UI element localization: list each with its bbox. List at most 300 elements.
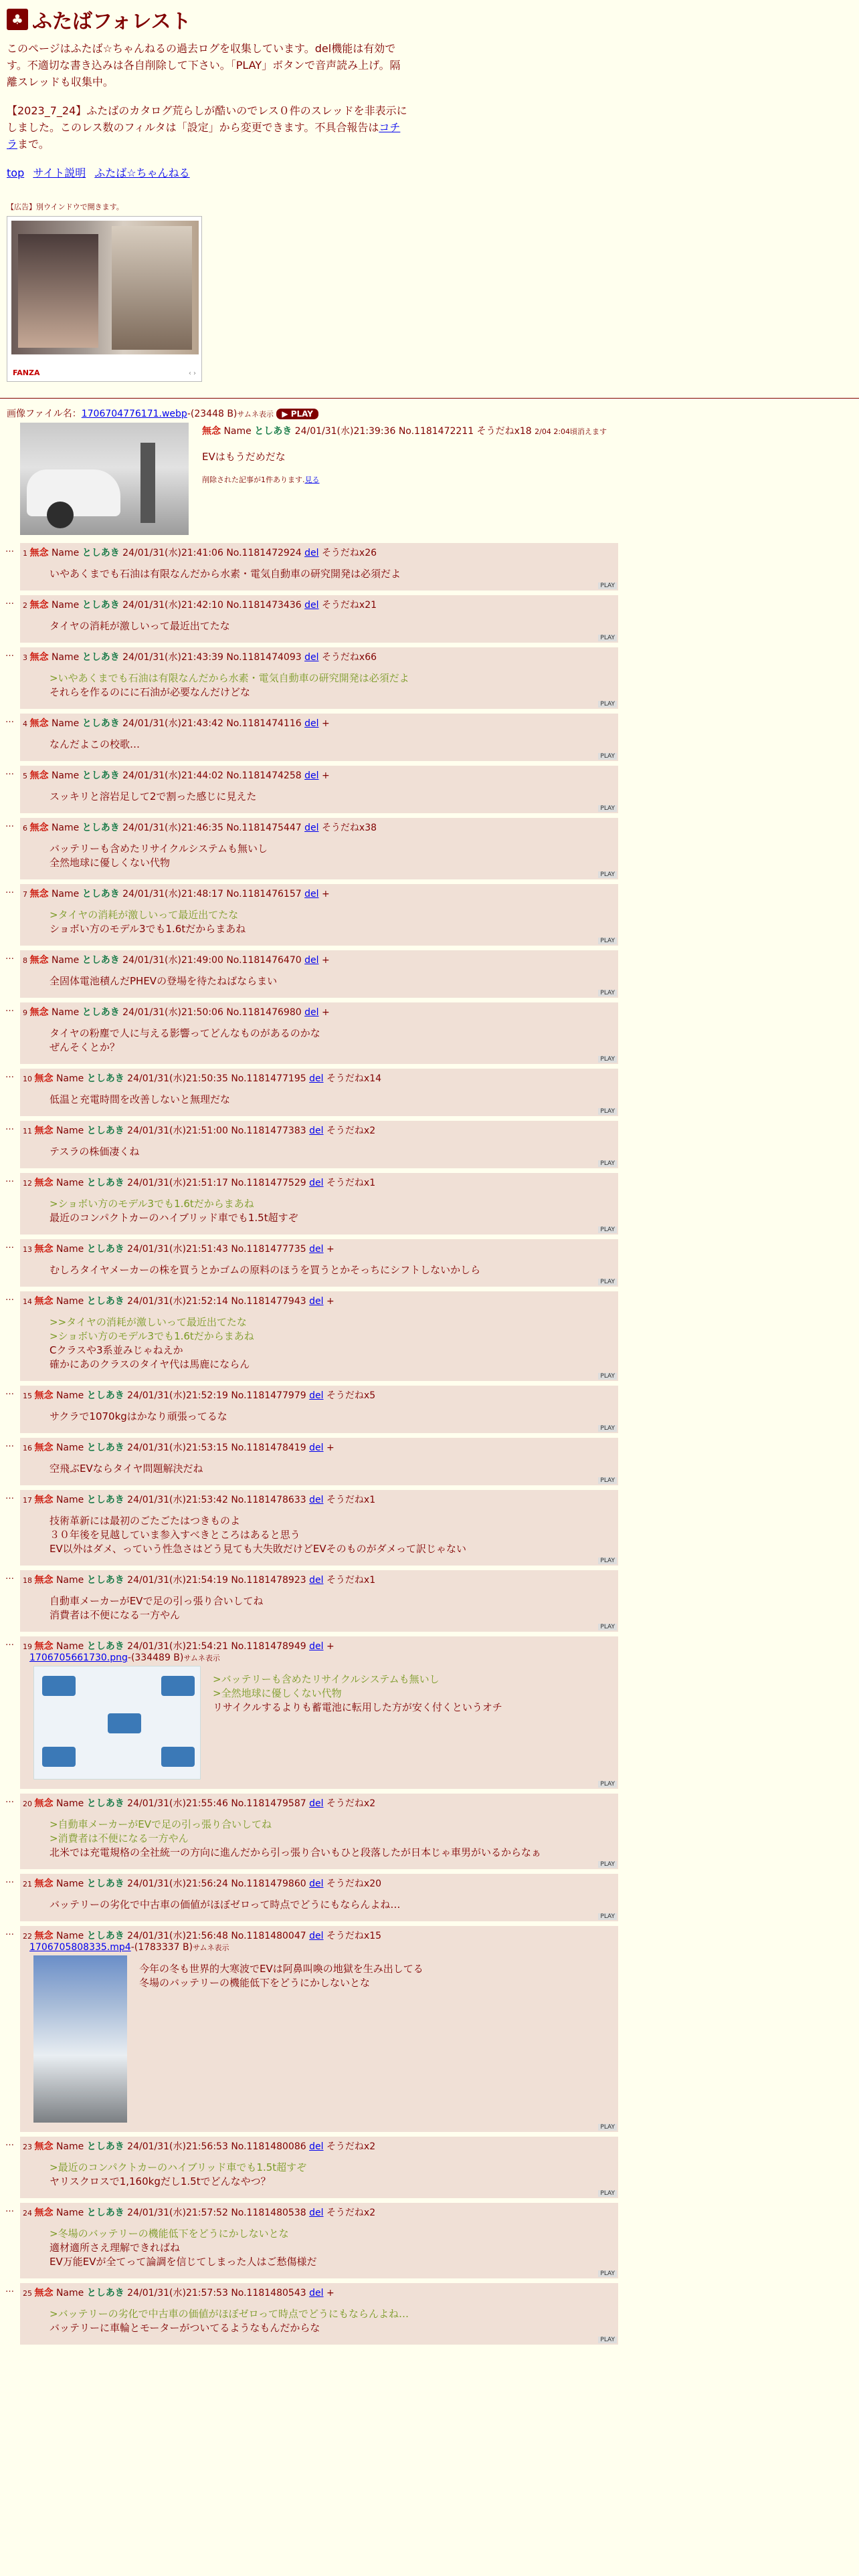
reply-subject: 無念 xyxy=(34,2141,54,2152)
reply-thumb-toggle[interactable]: サムネ表示 xyxy=(183,1654,220,1662)
site-logo[interactable] xyxy=(7,4,852,35)
reply-header xyxy=(20,1876,618,1890)
message-line: リサイクルするよりも蓄電池に転用した方が安く付くというオチ xyxy=(213,1701,502,1713)
reply-body xyxy=(50,671,618,700)
message-line: 自動車メーカーがEVで足の引っ張り合いしてね xyxy=(50,1595,264,1607)
reply-marker: … xyxy=(5,2138,14,2148)
reply-body xyxy=(50,1410,618,1424)
reply-name-label: Name xyxy=(51,548,80,558)
reply-sodane-button[interactable]: そうだねx2 xyxy=(326,2141,376,2152)
play-button[interactable]: PLAY xyxy=(598,1160,617,1167)
reply-sodane-button[interactable]: + xyxy=(326,1244,335,1255)
play-button[interactable]: PLAY xyxy=(598,635,617,641)
play-button[interactable]: PLAY xyxy=(598,1056,617,1063)
reply-number: 1 xyxy=(23,549,30,558)
message-line: サクラで1070kgはかなり頑張ってるな xyxy=(50,1410,227,1422)
play-button[interactable]: PLAY xyxy=(598,2270,617,2277)
reply-file-row xyxy=(20,1955,618,2123)
reply-subject: 無念 xyxy=(34,1442,54,1453)
play-button[interactable]: PLAY xyxy=(598,1624,617,1630)
reply-post-number: No.1181478633 xyxy=(231,1495,306,1505)
reply-header xyxy=(20,1573,618,1586)
reply-subject: 無念 xyxy=(29,652,49,663)
reply-name-label: Name xyxy=(56,2288,84,2298)
reply-subject: 無念 xyxy=(34,2288,54,2298)
reply-del-link[interactable]: del xyxy=(304,718,319,729)
play-button[interactable]: PLAY xyxy=(598,2190,617,2197)
reply-body xyxy=(50,1594,618,1622)
quote-line: >バッテリーも含めたリサイクルシステムも無いし xyxy=(213,1673,440,1685)
reply-datetime: 24/01/31(水)21:56:24 xyxy=(127,1879,228,1889)
reply-marker: … xyxy=(5,649,14,659)
reply-datetime: 24/01/31(水)21:51:43 xyxy=(127,1244,228,1255)
op-datetime: 24/01/31(水)21:39:36 xyxy=(294,426,396,437)
reply-header xyxy=(20,546,618,559)
message-line: むしろタイヤメーカーの株を買うとかゴムの原料のほうを買うとかそっちにシフトしないかしら xyxy=(50,1264,481,1276)
reply-body xyxy=(50,2161,618,2189)
reply-header xyxy=(20,1796,618,1810)
reply-name-label: Name xyxy=(56,1178,84,1188)
reply-sodane-button[interactable]: + xyxy=(321,1007,330,1018)
bug-report-link[interactable]: コチラ xyxy=(7,121,401,150)
reply-del-link[interactable]: del xyxy=(304,955,319,966)
quote-line: >最近のコンパクトカーのハイブリッド車でも1.5t超すぞ xyxy=(50,2161,307,2173)
reply-name-label: Name xyxy=(51,823,80,833)
reply-post-number: No.1181480543 xyxy=(231,2288,306,2298)
reply-sodane-button[interactable]: そうだねx38 xyxy=(321,823,377,833)
reply-sodane-button[interactable]: そうだねx2 xyxy=(326,1798,376,1809)
play-button[interactable]: PLAY xyxy=(598,2124,617,2131)
reply-datetime: 24/01/31(水)21:48:17 xyxy=(122,889,223,899)
reply-file-info xyxy=(20,1942,618,1953)
reply-del-link[interactable]: del xyxy=(309,1641,324,1652)
reply-name-label: Name xyxy=(56,1125,84,1136)
op-expire: 2/04 2:04頃消えます xyxy=(535,427,607,436)
reply-datetime: 24/01/31(水)21:51:00 xyxy=(127,1125,228,1136)
reply-marker: … xyxy=(5,1122,14,1132)
reply-del-link[interactable]: del xyxy=(304,770,319,781)
message-line: 最近のコンパクトカーのハイブリッド車でも1.5t超すぞ xyxy=(50,1212,298,1224)
reply-sodane-button[interactable]: そうだねx1 xyxy=(326,1575,376,1586)
reply-datetime: 24/01/31(水)21:42:10 xyxy=(122,600,223,611)
reply-sodane-button[interactable]: そうだねx5 xyxy=(326,1390,376,1401)
op-file-link[interactable]: 1706704776171.webp xyxy=(81,409,187,419)
reply-body xyxy=(50,1818,618,1860)
reply-del-link[interactable]: del xyxy=(309,1244,324,1255)
message-line: ３０年後を見越していま参入すべきところはあると思う xyxy=(50,1529,300,1541)
reply-del-link[interactable]: del xyxy=(309,2288,324,2298)
reply-del-link[interactable]: del xyxy=(304,600,319,611)
reply-sodane-button[interactable]: そうだねx1 xyxy=(326,1178,376,1188)
ad-banner[interactable] xyxy=(7,216,202,382)
reply-number: 7 xyxy=(23,890,30,899)
reply-post xyxy=(5,714,618,761)
reply-name-label: Name xyxy=(56,2141,84,2152)
reply-name-label: Name xyxy=(51,652,80,663)
intro-paragraph-1: このページはふたば☆ちゃんねるの過去ログを収集しています。del機能は有効です。不適切な書き込みは各自削除して下さい。「PLAY」ボタンで音声読み上げ。隔離スレッドも収集中。 xyxy=(7,42,401,88)
op-play-button[interactable]: ▶ PLAY xyxy=(276,409,318,419)
diagram-box xyxy=(42,1747,76,1767)
play-row xyxy=(20,1477,618,1484)
reply-post-number: No.1181477979 xyxy=(231,1390,306,1401)
intro-notice-tail: まで。 xyxy=(17,138,50,150)
play-row xyxy=(20,2190,618,2197)
reply-del-link[interactable]: del xyxy=(304,1007,319,1018)
reply-file-link[interactable]: 1706705661730.png xyxy=(29,1652,128,1663)
reply-post xyxy=(5,2203,618,2278)
message-line: EV以外はダメ、っていう性急さはどう見ても大失敗だけどEVそのものがダメって訳じゃない xyxy=(50,1543,466,1555)
reply-name: としあき xyxy=(82,889,120,899)
reply-sodane-button[interactable]: そうだねx2 xyxy=(326,1125,376,1136)
reply-sodane-button[interactable]: + xyxy=(326,1442,335,1453)
reply-number: 15 xyxy=(23,1392,35,1400)
op-sodane[interactable]: そうだねx18 xyxy=(476,426,532,437)
reply-body xyxy=(50,1315,618,1372)
message-line: 今年の冬も世界的大寒波でEVは阿鼻叫喚の地獄を生み出してる xyxy=(139,1963,423,1975)
reply-post-number: No.1181478419 xyxy=(231,1442,306,1453)
reply-del-link[interactable]: del xyxy=(309,1296,324,1307)
play-button[interactable]: PLAY xyxy=(598,1861,617,1868)
message-line: いやあくまでも石油は有限なんだから水素・電気自動車の研究開発は必須だよ xyxy=(50,568,401,580)
reply-datetime: 24/01/31(水)21:49:00 xyxy=(122,955,223,966)
reply-body xyxy=(50,567,618,581)
play-row xyxy=(20,635,618,641)
reply-name: としあき xyxy=(82,600,120,611)
reply-del-link[interactable]: del xyxy=(309,1575,324,1586)
reply-del-link[interactable]: del xyxy=(309,1931,324,1941)
reply-del-link[interactable]: del xyxy=(304,823,319,833)
reply-number: 5 xyxy=(23,772,30,780)
reply-header xyxy=(20,1176,618,1189)
reply-marker: … xyxy=(5,1638,14,1648)
reply-header xyxy=(20,887,618,900)
reply-del-link[interactable]: del xyxy=(309,1125,324,1136)
reply-sodane-button[interactable]: そうだねx20 xyxy=(326,1879,382,1889)
deleted-view-link[interactable]: 見る xyxy=(304,475,320,484)
play-row xyxy=(20,1160,618,1167)
message-line: ショボい方のモデル3でも1.6tだからまあね xyxy=(50,923,246,935)
reply-thumb-toggle[interactable]: サムネ表示 xyxy=(193,1943,229,1952)
quote-line: >タイヤの消耗が激しいって最近出てたな xyxy=(50,909,239,921)
ad-label: 【広告】別ウインドウで開きます。 xyxy=(7,203,124,211)
play-row xyxy=(20,2337,618,2343)
reply-marker: … xyxy=(5,2204,14,2214)
reply-sodane-button[interactable]: そうだねx15 xyxy=(326,1931,382,1941)
play-button[interactable]: PLAY xyxy=(598,1108,617,1115)
reply-del-link[interactable]: del xyxy=(309,1073,324,1084)
reply-header xyxy=(20,1440,618,1454)
play-button[interactable]: PLAY xyxy=(598,1425,617,1432)
reply-marker: … xyxy=(5,767,14,777)
reply-subject: 無念 xyxy=(34,1798,54,1809)
reply-datetime: 24/01/31(水)21:54:19 xyxy=(127,1575,228,1586)
play-row xyxy=(20,753,618,760)
message-line: スッキリと溶岩足して2で割った感じに見えた xyxy=(50,790,257,802)
reply-file-size: -(1783337 B) xyxy=(130,1942,193,1953)
reply-del-link[interactable]: del xyxy=(309,1495,324,1505)
reply-name-label: Name xyxy=(56,1296,84,1307)
reply-post xyxy=(5,884,618,946)
reply-name-label: Name xyxy=(56,1575,84,1586)
op-file-info xyxy=(0,399,859,423)
reply-post-number: No.1181477195 xyxy=(231,1073,306,1084)
reply-subject: 無念 xyxy=(34,2208,54,2218)
reply-marker: … xyxy=(5,544,14,554)
reply-header xyxy=(20,716,618,730)
reply-number: 24 xyxy=(23,2209,35,2218)
reply-datetime: 24/01/31(水)21:43:39 xyxy=(122,652,223,663)
op-thumb-toggle[interactable]: サムネ表示 xyxy=(237,410,274,419)
play-button[interactable]: PLAY xyxy=(598,805,617,812)
reply-sodane-button[interactable]: そうだねx1 xyxy=(326,1495,376,1505)
reply-number: 20 xyxy=(23,1800,35,1808)
reply-subject: 無念 xyxy=(34,1879,54,1889)
reply-name: としあき xyxy=(86,2208,124,2218)
play-button[interactable]: PLAY xyxy=(598,2337,617,2343)
reply-del-link[interactable]: del xyxy=(309,1178,324,1188)
play-button[interactable]: PLAY xyxy=(598,701,617,708)
reply-body xyxy=(50,1898,618,1912)
reply-number: 18 xyxy=(23,1576,35,1585)
message-line: タイヤの粉塵で人に与える影響ってどんなものがあるのかな xyxy=(50,1027,320,1039)
reply-datetime: 24/01/31(水)21:50:06 xyxy=(122,1007,223,1018)
play-row xyxy=(20,1373,618,1380)
reply-body xyxy=(50,908,618,936)
reply-post-number: No.1181480538 xyxy=(231,2208,306,2218)
reply-post-number: No.1181478949 xyxy=(231,1641,306,1652)
play-button[interactable]: PLAY xyxy=(598,1913,617,1920)
play-button[interactable]: PLAY xyxy=(598,753,617,760)
reply-number: 10 xyxy=(23,1075,35,1083)
reply-header xyxy=(20,1388,618,1402)
reply-sodane-button[interactable]: そうだねx2 xyxy=(326,2208,376,2218)
message-line: 適材適所さえ理解できればね xyxy=(50,2242,181,2254)
reply-marker: … xyxy=(5,1293,14,1303)
play-row xyxy=(20,1226,618,1233)
message-line: それらを作るのにに石油が必要なんだけどな xyxy=(50,686,251,698)
reply-file-info xyxy=(20,1652,618,1663)
reply-subject: 無念 xyxy=(34,1575,54,1586)
reply-number: 13 xyxy=(23,1245,35,1254)
reply-sodane-button[interactable]: + xyxy=(321,718,330,729)
reply-sodane-button[interactable]: + xyxy=(321,955,330,966)
play-button[interactable]: PLAY xyxy=(598,1477,617,1484)
reply-datetime: 24/01/31(水)21:57:53 xyxy=(127,2288,228,2298)
play-row xyxy=(20,1425,618,1432)
nav-top-link[interactable]: top xyxy=(7,167,25,179)
reply-name: としあき xyxy=(82,823,120,833)
reply-name-label: Name xyxy=(56,1390,84,1401)
reply-post xyxy=(5,1794,618,1869)
reply-post xyxy=(5,766,618,813)
reply-thread xyxy=(0,543,859,2345)
reply-name: としあき xyxy=(86,2288,124,2298)
reply-header xyxy=(20,768,618,782)
reply-sodane-button[interactable]: + xyxy=(321,889,330,899)
play-row xyxy=(20,1108,618,1115)
reply-name: としあき xyxy=(86,1244,124,1255)
message-line: ぜんそくとか？ xyxy=(50,1041,120,1053)
reply-sodane-button[interactable]: + xyxy=(326,1641,335,1652)
quote-line: >自動車メーカーがEVで足の引っ張り合いしてね xyxy=(50,1818,272,1830)
reply-body xyxy=(139,1962,423,2123)
reply-file-link[interactable]: 1706705808335.mp4 xyxy=(29,1942,131,1953)
reply-post xyxy=(5,818,618,879)
reply-header xyxy=(20,1493,618,1506)
play-row xyxy=(20,701,618,708)
message-line: バッテリーも含めたリサイクルシステムも無いし xyxy=(50,843,268,855)
reply-subject: 無念 xyxy=(34,1296,54,1307)
play-row xyxy=(20,1624,618,1630)
message-line: 空飛ぶEVならタイヤ問題解決だね xyxy=(50,1463,203,1475)
message-line: 冬場のバッテリーの機能低下をどうにかしないとな xyxy=(139,1977,371,1989)
message-line: ヤリスクロスで1,160kgだし1.5tでどんなやつ？ xyxy=(50,2175,271,2187)
reply-marker: … xyxy=(5,1387,14,1397)
reply-del-link[interactable]: del xyxy=(309,1879,324,1889)
diagram-box xyxy=(42,1676,76,1696)
op-thumbnail[interactable] xyxy=(20,423,189,535)
play-row xyxy=(20,990,618,996)
reply-marker: … xyxy=(5,819,14,829)
reply-header xyxy=(20,650,618,663)
play-button[interactable]: PLAY xyxy=(598,1373,617,1380)
quote-line: >バッテリーの劣化で中古車の価値がほぼゼロって時点でどうにもならんよね… xyxy=(50,2308,409,2320)
reply-header xyxy=(20,1005,618,1018)
ad-carousel-arrows[interactable]: ‹ › xyxy=(188,370,196,377)
reply-post-number: No.1181479860 xyxy=(231,1879,306,1889)
reply-del-link[interactable]: del xyxy=(309,1390,324,1401)
reply-post-number: No.1181477735 xyxy=(231,1244,306,1255)
reply-sodane-button[interactable]: そうだねx21 xyxy=(321,600,377,611)
play-button[interactable]: PLAY xyxy=(598,990,617,996)
reply-sodane-button[interactable]: + xyxy=(326,2288,335,2298)
message-line: 低温と充電時間を改善しないと無理だな xyxy=(50,1093,231,1105)
reply-post xyxy=(5,1291,618,1381)
reply-header xyxy=(20,953,618,966)
reply-marker: … xyxy=(5,1875,14,1885)
reply-sodane-button[interactable]: そうだねx66 xyxy=(321,652,377,663)
reply-name-label: Name xyxy=(56,1879,84,1889)
reply-thumbnail[interactable] xyxy=(33,1666,201,1780)
op-header xyxy=(202,424,607,437)
reply-body xyxy=(50,974,618,988)
reply-marker: … xyxy=(5,597,14,607)
reply-datetime: 24/01/31(水)21:50:35 xyxy=(127,1073,228,1084)
message-line: テスラの株価凄くね xyxy=(50,1146,140,1158)
diagram-box xyxy=(161,1747,195,1767)
play-row xyxy=(20,805,618,812)
reply-subject: 無念 xyxy=(29,770,49,781)
reply-name: としあき xyxy=(82,718,120,729)
message-line: 全固体電池積んだPHEVの登場を待たねばならまい xyxy=(50,975,278,987)
reply-sodane-button[interactable]: + xyxy=(326,1296,335,1307)
reply-body xyxy=(50,1027,618,1055)
reply-post xyxy=(5,1002,618,1064)
reply-datetime: 24/01/31(水)21:55:46 xyxy=(127,1798,228,1809)
reply-body xyxy=(50,1462,618,1476)
reply-del-link[interactable]: del xyxy=(304,889,319,899)
reply-name-label: Name xyxy=(51,1007,80,1018)
reply-subject: 無念 xyxy=(34,1125,54,1136)
reply-post-number: No.1181476980 xyxy=(226,1007,302,1018)
quote-line: >いやあくまでも石油は有限なんだから水素・電気自動車の研究開発は必須だよ xyxy=(50,672,409,684)
quote-line: >ショボい方のモデル3でも1.6tだからまあね xyxy=(50,1330,254,1342)
reply-number: 22 xyxy=(23,1932,35,1941)
reply-header xyxy=(20,821,618,834)
reply-header xyxy=(20,1071,618,1085)
play-row xyxy=(20,1558,618,1564)
play-button[interactable]: PLAY xyxy=(598,1226,617,1233)
reply-del-link[interactable]: del xyxy=(309,1442,324,1453)
op-message: EVはもうだめだな xyxy=(202,451,286,463)
reply-del-link[interactable]: del xyxy=(304,548,319,558)
nav-about-link[interactable]: サイト説明 xyxy=(33,167,86,179)
reply-post-number: No.1181474258 xyxy=(226,770,302,781)
reply-name: としあき xyxy=(86,1073,124,1084)
diagram-box xyxy=(108,1713,141,1733)
reply-post-number: No.1181474093 xyxy=(226,652,302,663)
reply-post-number: No.1181477529 xyxy=(231,1178,306,1188)
reply-body xyxy=(50,1514,618,1556)
play-row xyxy=(20,582,618,589)
reply-name-label: Name xyxy=(51,718,80,729)
reply-del-link[interactable]: del xyxy=(304,652,319,663)
quote-line: >消費者は不便になる一方やん xyxy=(50,1832,189,1844)
ad-image[interactable] xyxy=(11,221,199,354)
play-button[interactable]: PLAY xyxy=(598,1781,617,1788)
file-label: 画像ファイル名： xyxy=(7,409,82,419)
play-row xyxy=(20,1781,618,1788)
reply-post xyxy=(5,1438,618,1485)
quote-line: >冬場のバッテリーの機能低下をどうにかしないとな xyxy=(50,2228,289,2240)
reply-body xyxy=(50,2307,618,2335)
reply-datetime: 24/01/31(水)21:44:02 xyxy=(122,770,223,781)
reply-post-number: No.1181474116 xyxy=(226,718,302,729)
reply-name-label: Name xyxy=(56,1244,84,1255)
reply-marker: … xyxy=(5,1241,14,1251)
op-name: としあき xyxy=(254,426,292,437)
reply-sodane-button[interactable]: + xyxy=(321,770,330,781)
reply-body xyxy=(50,1093,618,1107)
reply-sodane-button[interactable]: そうだねx26 xyxy=(321,548,377,558)
reply-marker: … xyxy=(5,952,14,962)
reply-name: としあき xyxy=(86,1641,124,1652)
op-post xyxy=(0,423,859,543)
reply-thumbnail[interactable] xyxy=(33,1955,127,2123)
reply-del-link[interactable]: del xyxy=(309,2208,324,2218)
message-line: Cクラスや3系並みじゃねえか xyxy=(50,1344,183,1356)
reply-header xyxy=(20,1929,618,1942)
play-button[interactable]: PLAY xyxy=(598,582,617,589)
play-button[interactable]: PLAY xyxy=(598,1279,617,1285)
quote-line: >全然地球に優しくない代物 xyxy=(213,1687,342,1699)
play-button[interactable]: PLAY xyxy=(598,871,617,878)
reply-sodane-button[interactable]: そうだねx14 xyxy=(326,1073,382,1084)
reply-del-link[interactable]: del xyxy=(309,1798,324,1809)
reply-name: としあき xyxy=(86,2141,124,2152)
play-row xyxy=(20,871,618,878)
reply-body xyxy=(50,1197,618,1225)
reply-del-link[interactable]: del xyxy=(309,2141,324,2152)
reply-datetime: 24/01/31(水)21:41:06 xyxy=(122,548,223,558)
reply-name: としあき xyxy=(86,1296,124,1307)
nav-futaba-link[interactable]: ふたば☆ちゃんねる xyxy=(94,167,190,179)
reply-post xyxy=(5,1121,618,1168)
reply-number: 14 xyxy=(23,1297,35,1306)
reply-name: としあき xyxy=(86,1575,124,1586)
play-button[interactable]: PLAY xyxy=(598,938,617,944)
play-button[interactable]: PLAY xyxy=(598,1558,617,1564)
